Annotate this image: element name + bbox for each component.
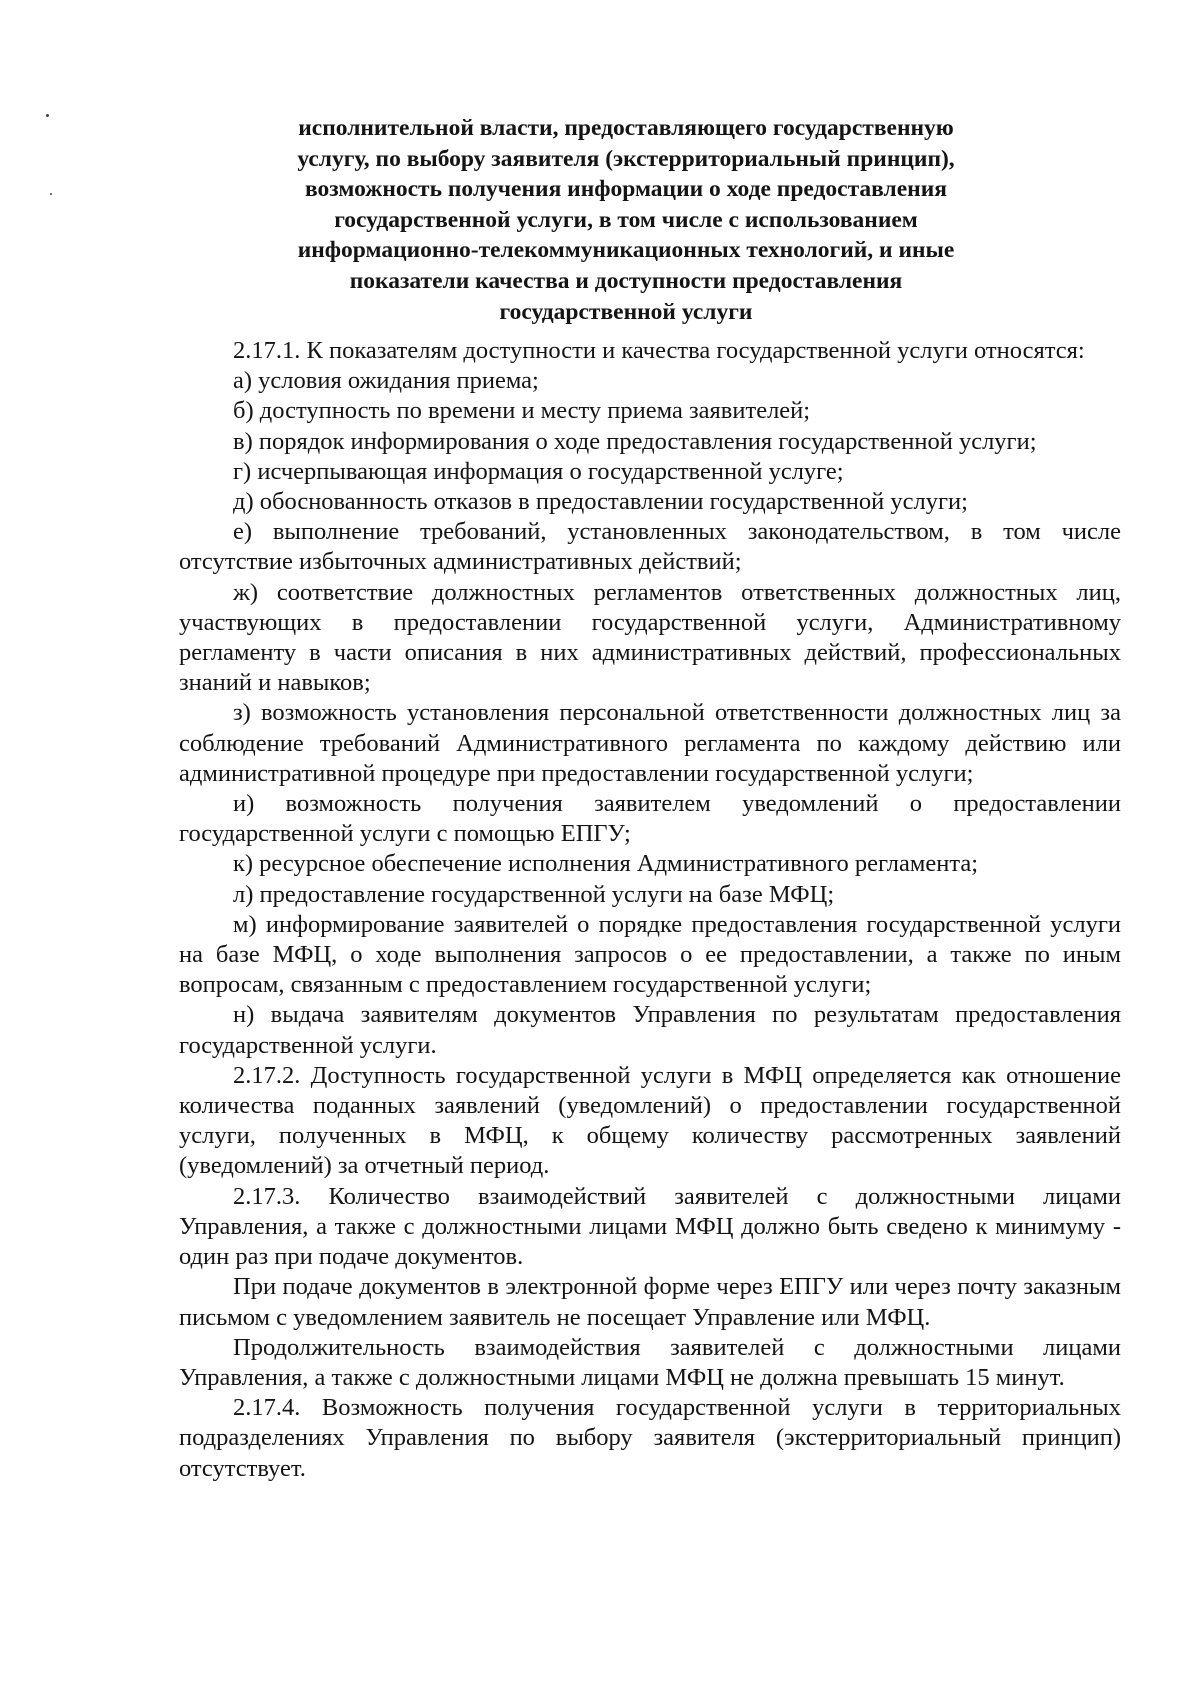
scan-speck xyxy=(46,114,49,117)
list-item-k: к) ресурсное обеспечение исполнения Административного регламента; xyxy=(233,850,979,878)
heading-line: услугу, по выбору заявителя (экстерриториальный принцип), xyxy=(297,145,955,172)
list-item-i: и) возможность получения заявителем уведомлений о предоставлении государственной услуги с помощью ЕПГУ; xyxy=(179,790,1121,848)
paragraph-electronic-submission: При подаче документов в электронной форме через ЕПГУ или через почту заказным письмом с уведомлением заявитель не посещает Управление или МФЦ. xyxy=(179,1273,1121,1331)
list-item-g: г) исчерпывающая информация о государственной услуге; xyxy=(233,457,844,485)
paragraph-2-17-1: 2.17.1. К показателям доступности и качества государственной услуги относятся: xyxy=(233,337,1085,364)
list-item-a: а) условия ожидания приема; xyxy=(233,367,539,395)
document-body xyxy=(179,336,1121,1484)
list-item-m: м) информирование заявителей о порядке предоставления государственной услуги на базе МФЦ, о ходе выполнения запросов о ее предоставлении, а также по иным вопросам, связанным с предоставлением государственной услуги; xyxy=(179,910,1121,999)
paragraph-2-17-4: 2.17.4. Возможность получения государственной услуги в территориальных подразделениях Управления по выбору заявителя (экстерриториальный принцип) отсутствует. xyxy=(179,1394,1121,1482)
list-item-e: е) выполнение требований, установленных законодательством, в том числе отсутствие избыточных административных действий; xyxy=(179,518,1121,576)
heading-line: исполнительной власти, предоставляющего государственную xyxy=(298,115,954,141)
heading-line: государственной услуги xyxy=(499,298,753,325)
section-heading xyxy=(160,113,1092,327)
heading-line: показатели качества и доступности предоставления xyxy=(349,267,903,294)
list-item-b: б) доступность по времени и месту приема заявителей; xyxy=(233,397,811,425)
scan-speck xyxy=(50,193,52,195)
list-item-zh: ж) соответствие должностных регламентов ответственных должностных лиц, участвующих в предоставлении государственной услуги, Административному регламенту в части описания в них административных действий, профессиональных знаний и навыков; xyxy=(179,578,1121,697)
list-item-z: з) возможность установления персональной ответственности должностных лиц за соблюдение требований Административного регламента по каждому действию или административной процедуре при предоставлении государственной услуги; xyxy=(179,699,1121,787)
paragraph-interaction-duration: Продолжительность взаимодействия заявителей с должностными лицами Управления, а также с должностными лицами МФЦ не должна превышать 15 минут. xyxy=(179,1333,1121,1391)
list-item-n: н) выдача заявителям документов Управления по результатам предоставления государственной услуги. xyxy=(179,1001,1121,1059)
list-item-l: л) предоставление государственной услуги на базе МФЦ; xyxy=(233,880,835,908)
heading-line: государственной услуги, в том числе с использованием xyxy=(334,206,918,233)
heading-line: информационно-телекоммуникационных технологий, и иные xyxy=(297,237,955,264)
list-item-d: д) обоснованность отказов в предоставлении государственной услуги; xyxy=(233,488,968,516)
heading-line: возможность получения информации о ходе предоставления xyxy=(305,176,947,203)
paragraph-2-17-3: 2.17.3. Количество взаимодействий заявителей с должностными лицами Управления, а также с должностными лицами МФЦ должно быть сведено к минимуму - один раз при подаче документов. xyxy=(179,1182,1121,1271)
list-item-v: в) порядок информирования о ходе предоставления государственной услуги; xyxy=(233,427,1037,455)
paragraph-2-17-2: 2.17.2. Доступность государственной услуги в МФЦ определяется как отношение количества поданных заявлений (уведомлений) о предоставлении государственной услуги, полученных в МФЦ, к общему количеству рассмотренных заявлений (уведомлений) за отчетный период. xyxy=(179,1061,1121,1180)
